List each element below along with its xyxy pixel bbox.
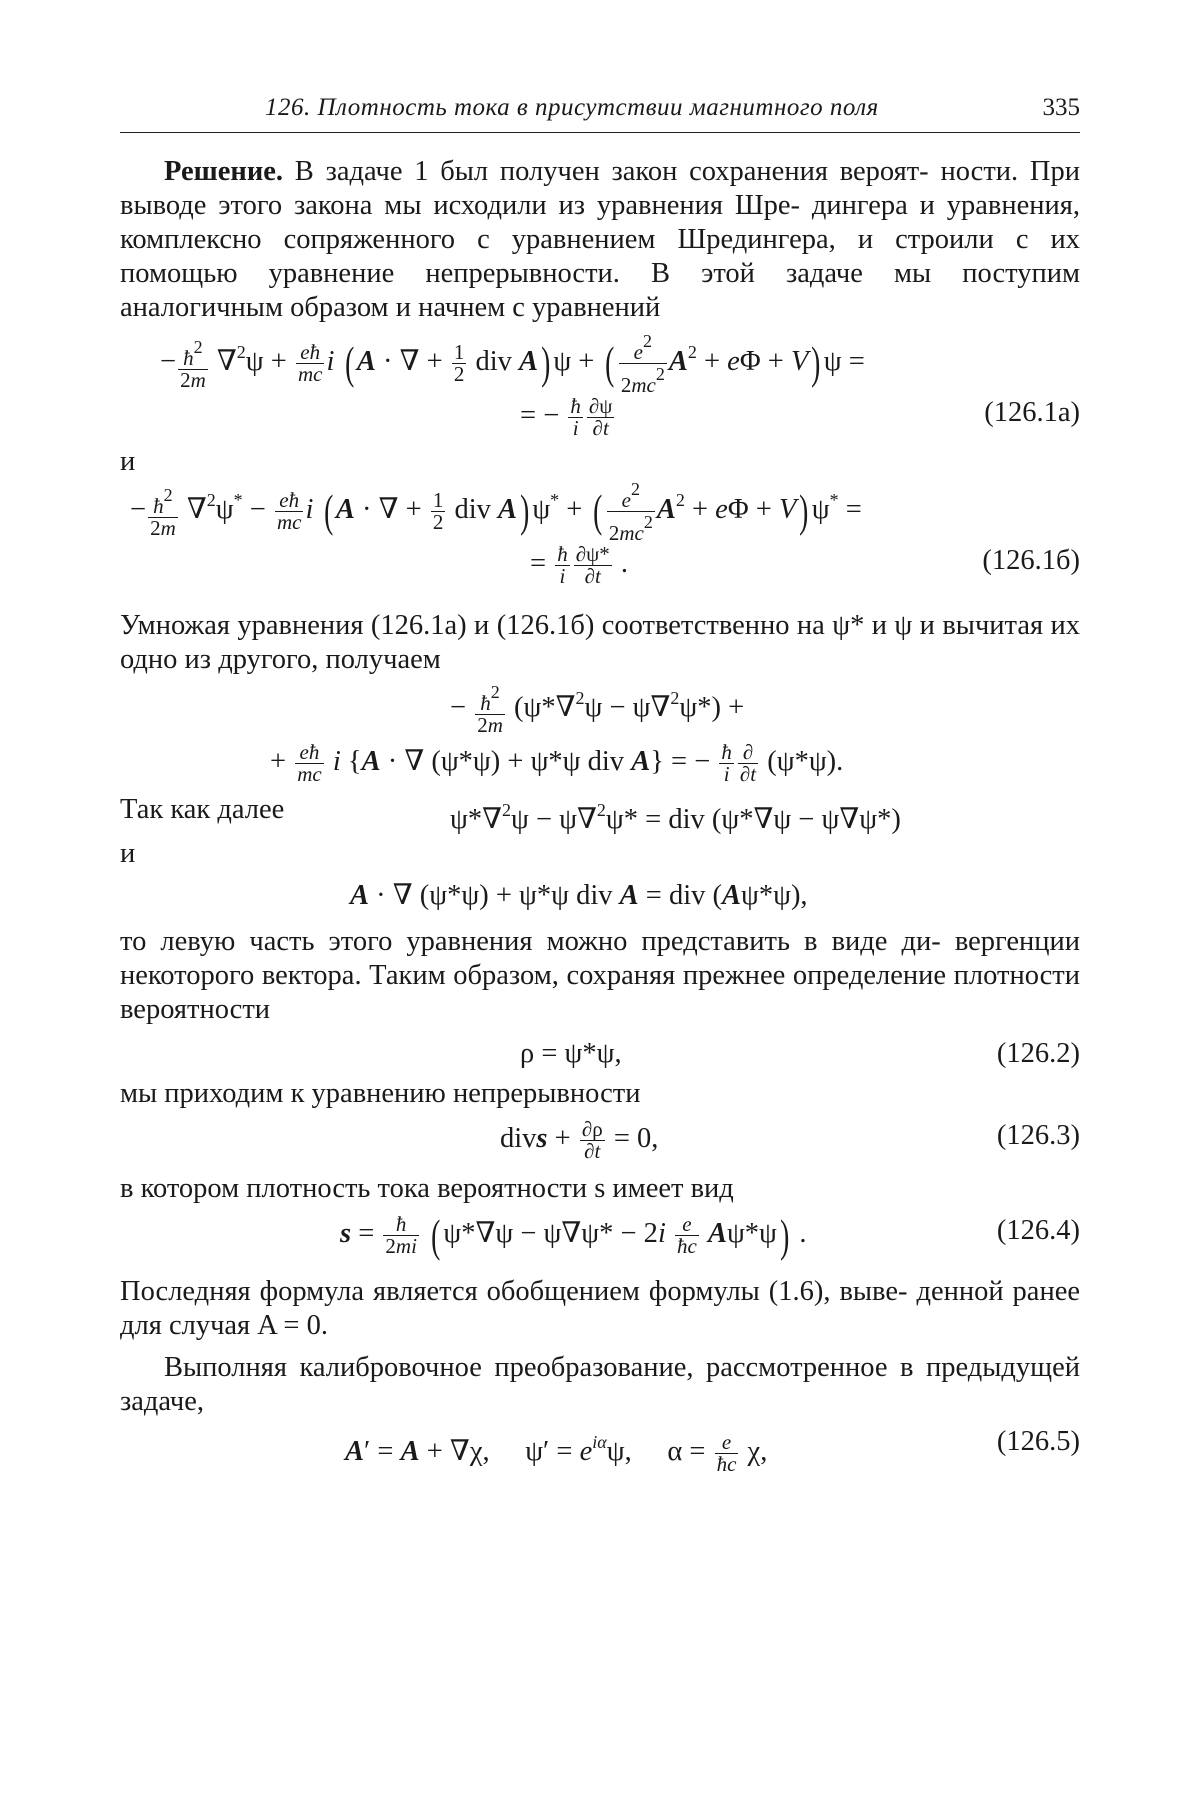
paragraph-gauge [120,1351,1080,1419]
para1-line-1: В задаче 1 был получен закон сохранения вероят- [283,156,929,187]
further-label: Так как далее [120,794,285,826]
running-head [120,90,1080,133]
paragraph-continuity: мы приходим к уравнению непрерывности [120,1078,641,1110]
equation-difference-line-1: − $\frac{ħ2}{2m}$ (ψ*∇$^2$ψ − ψ∇$^2$ψ*) + [450,682,745,738]
para3-line-3: определение плотности вероятности [120,960,1081,1026]
equation-number-126-1a: (126.1а) [984,397,1080,428]
equation-126-1b-rhs: = $\frac{ħ}{i}$ $\frac{\partial\psi*}{\partial t}$ . (126.1б) [530,542,1080,588]
equation-difference-line-2: + $\frac{eħ}{mc}$ i {A · ∇ (ψ*ψ) + ψ*ψ div A} = − $\frac{ħ}{i}$ $\frac{\partial}{\partial t}$ (ψ*ψ). [270,740,844,787]
equation-number-126-5: (126.5) [996,1426,1080,1458]
para1-line-2: ности. При выводе этого закона мы исходили из уравнения Шре- [120,156,1081,221]
equation-number-126-1b: (126.1б) [982,545,1080,576]
paragraph-multiplying [120,609,1080,677]
equation-number-126-2: (126.2) [996,1038,1080,1070]
para1-line-4: Шредингера, и строили с их помощью уравнение непрерывности. [120,224,1081,289]
para3-line-1: то левую часть этого уравнения можно представить в виде ди- [120,926,941,958]
paragraph-divergence [120,925,1080,1027]
solution-paragraph [120,155,1080,325]
page-number: 335 [1042,94,1080,121]
equation-126-1b: − $\frac{ħ2}{2m}$ ∇$^2$ψ* − $\frac{eħ}{mc}$ i ( A · ∇ + $\frac{1}{2}$ div A) ψ* + ( $\frac{e2}{2mc2}$ $A^2 + e\Phi + V$) ψ* = [130,479,862,545]
paragraph-current-density: в котором плотность тока вероятности s имеет вид [120,1173,734,1205]
equation-126-3: divs + $\frac{\partial\rho}{\partial t}$ = 0, (126.3) [500,1117,1080,1164]
conjunction-and-1: и [120,446,136,477]
para6-line-2: денной ранее для случая A = 0. [120,1276,1081,1342]
equation-identity-2: A · ∇ (ψ*ψ) + ψ*ψ div A = div (Aψ*ψ), [350,880,808,912]
para3-line-2: вергенции некоторого вектора. Таким образом, сохраняя прежнее [120,926,1080,992]
para1-line-6: с уравнений [512,292,661,323]
equation-number-126-4: (126.4) [996,1215,1080,1247]
solution-label: Решение. [164,156,284,187]
paragraph-generalization [120,1275,1080,1343]
equation-126-1a-rhs: = − $\frac{ħ}{i}$ $\frac{\partial\psi}{\partial t}$ (126.1а) [520,394,1080,440]
para7-line-2: в предыдущей задаче, [120,1352,1080,1418]
para1-line-3: дингера и уравнения, комплексно сопряженного с уравнением [120,190,1081,255]
equation-126-1a: − $\frac{ħ2}{2m}$ ∇$^2$ψ + $\frac{eħ}{mc}$ i ( A · ∇ + $\frac{1}{2}$ div A) ψ + ( $\frac{e2}{2mc2}$ $A^2 + e\Phi + V$) ψ = [160,331,865,397]
equation-126-4: s = $\frac{ħ}{2mi}$ ( ψ*∇ψ − ψ∇ψ* − 2i $\frac{e}{ħc}$ Aψ*ψ) . (126.4) [340,1209,1080,1261]
para7-line-1: Выполняя калибровочное преобразование, рассмотренное [164,1352,888,1384]
para2-line-1: Умножая уравнения (126.1а) и (126.1б) соответственно на ψ* и ψ [120,610,913,641]
para6-line-1: Последняя формула является обобщением формулы (1.6), выве- [120,1276,908,1308]
running-title: 126. Плотность тока в присутствии магнитного поля [265,94,879,121]
para1-line-5: В этой задаче мы поступим аналогичным образом и начнем [120,258,1080,323]
para2-line-2: и вычитая их одно из другого, получаем [120,610,1081,675]
conjunction-and-2: и [120,838,136,870]
equation-number-126-3: (126.3) [996,1120,1080,1152]
equation-126-5: A′ = A + ∇χ, $\psi' = e^{i\alpha}\psi$, α = $\frac{e}{ħc}$ χ, (126.5) [345,1426,1080,1477]
page [120,90,1080,1475]
equation-identity-1: Так как далее ψ*∇$^2$ψ − ψ∇$^2$ψ* = div (ψ*∇ψ − ψ∇ψ*) [120,794,901,836]
equation-126-2: ρ = ψ*ψ, (126.2) [520,1038,1080,1070]
